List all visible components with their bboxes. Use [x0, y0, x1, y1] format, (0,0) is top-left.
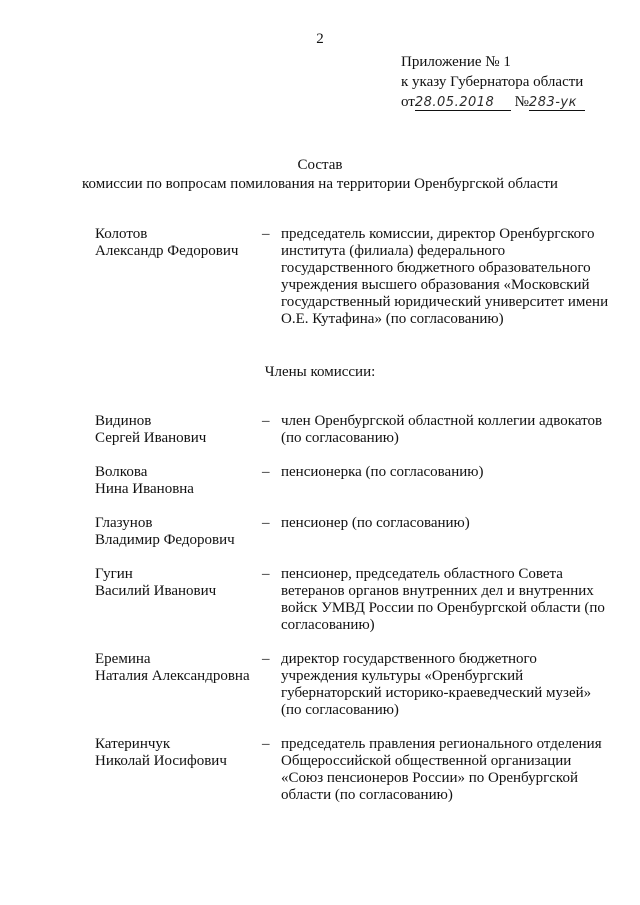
position-description: председатель правления регионального отделения Общероссийской общественной организации «Союз пенсионеров России» по Оренбургской области (по согласованию) [281, 736, 602, 803]
given-names: Нина Ивановна [95, 481, 194, 497]
given-names: Владимир Федорович [95, 532, 235, 548]
given-names: Сергей Иванович [95, 430, 207, 446]
given-names: Наталия Александровна [95, 668, 250, 684]
handwritten-date: 28.05.2018 [415, 95, 511, 111]
handwritten-number: 283-ук [529, 95, 585, 111]
given-names: Александр Федорович [95, 243, 239, 259]
position-description: председатель комиссии, директор Оренбургского института (филиала) федерального государственного бюджетного образовательного учреждения высшего образования «Московский государственный юридический университет имени О.Е. Кутафина» (по согласованию) [281, 226, 609, 327]
surname: Еремина [95, 651, 151, 667]
dash: – [262, 464, 270, 480]
position-description: пенсионер (по согласованию) [281, 515, 470, 531]
person-name [95, 226, 255, 260]
position-description: пенсионер, председатель областного Совета ветеранов органов внутренних дел и внутренних войск УМВД России по Оренбургской области (по согласованию) [281, 566, 605, 633]
given-names: Василий Иванович [95, 583, 217, 599]
person-name [95, 413, 255, 447]
surname: Глазунов [95, 515, 153, 531]
members-heading: Члены комиссии: [264, 364, 376, 380]
position-description: член Оренбургской областной коллегии адвокатов (по согласованию) [281, 413, 603, 446]
surname: Катеринчук [95, 736, 171, 752]
appendix-date-number [401, 92, 585, 112]
dash: – [262, 566, 270, 582]
given-names: Николай Иосифович [95, 753, 227, 769]
position-description: директор государственного бюджетного учреждения культуры «Оренбургский губернаторский историко-краеведческий музей» (по согласованию) [281, 651, 592, 718]
dash: – [262, 413, 270, 429]
appendix-block [401, 52, 585, 112]
person-name [95, 515, 255, 549]
surname: Гугин [95, 566, 133, 582]
surname: Волкова [95, 464, 148, 480]
position-description: пенсионерка (по согласованию) [281, 464, 484, 480]
document-title: Состав [297, 157, 343, 173]
dash: – [262, 515, 270, 531]
person-name [95, 736, 255, 770]
surname: Колотов [95, 226, 148, 242]
from-label: от [401, 94, 415, 110]
person-name [95, 566, 255, 600]
dash: – [262, 736, 270, 752]
appendix-decree-ref: к указу Губернатора области [401, 74, 584, 90]
dash: – [262, 651, 270, 667]
number-label: № [514, 94, 529, 110]
person-name [95, 464, 255, 498]
page-number: 2 [316, 31, 324, 47]
person-name [95, 651, 255, 685]
appendix-title: Приложение № 1 [401, 54, 511, 70]
surname: Видинов [95, 413, 152, 429]
document-subtitle: комиссии по вопросам помилования на территории Оренбургской области [82, 176, 558, 192]
dash: – [262, 226, 270, 242]
